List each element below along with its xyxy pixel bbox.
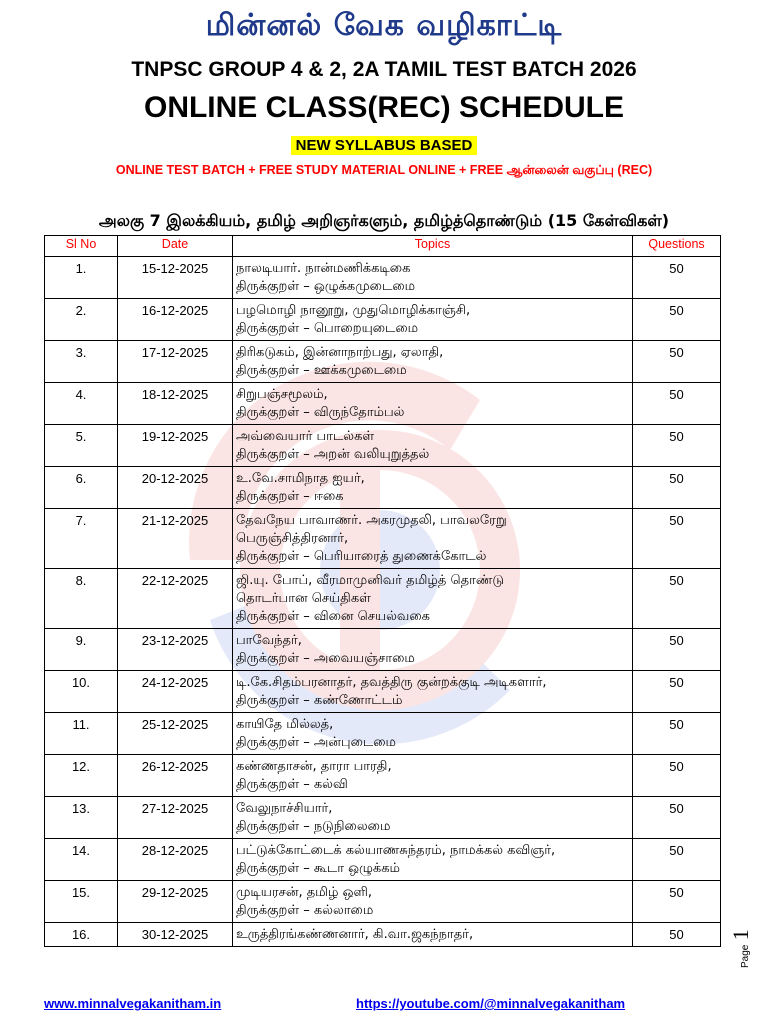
row-sl-no: 11. [45, 713, 118, 755]
row-questions: 50 [633, 341, 721, 383]
column-header-topics: Topics [233, 236, 633, 257]
table-row [45, 299, 721, 341]
topic-line: திரிகடுகம், இன்னாநாற்பது, ஏலாதி, [236, 345, 444, 360]
row-date: 28-12-2025 [118, 839, 233, 881]
row-questions: 50 [633, 629, 721, 671]
column-header-date: Date [118, 236, 233, 257]
row-sl-no: 1. [45, 257, 118, 299]
row-sl-no: 16. [45, 923, 118, 947]
row-topics [233, 881, 633, 923]
row-sl-no: 3. [45, 341, 118, 383]
row-questions: 50 [633, 713, 721, 755]
table-row [45, 881, 721, 923]
row-questions: 50 [633, 797, 721, 839]
topic-line: திருக்குறள் – அன்புடைமை [236, 735, 396, 750]
table-row [45, 509, 721, 569]
row-questions: 50 [633, 839, 721, 881]
row-questions: 50 [633, 881, 721, 923]
topic-line: திருக்குறள் – கல்வி [236, 777, 348, 792]
topic-line: உருத்திரங்கண்ணனார், கி.வா.ஜகந்நாதர், [236, 927, 474, 942]
topic-line: தேவநேய பாவாணர். அகரமுதலி, பாவலரேறு [236, 513, 507, 528]
row-date: 27-12-2025 [118, 797, 233, 839]
topic-line: முடியரசன், தமிழ் ஒளி, [236, 885, 372, 900]
topic-line: பெருஞ்சித்திரனார், [236, 531, 349, 546]
table-row [45, 713, 721, 755]
topic-line: திருக்குறள் – பெரியாரைத் துணைக்கோடல் [236, 549, 487, 564]
schedule-table [44, 235, 721, 947]
row-date: 18-12-2025 [118, 383, 233, 425]
row-date: 19-12-2025 [118, 425, 233, 467]
row-topics [233, 569, 633, 629]
row-questions: 50 [633, 671, 721, 713]
table-row [45, 257, 721, 299]
topic-line: திருக்குறள் – பொறையுடைமை [236, 321, 419, 336]
row-topics [233, 755, 633, 797]
row-topics [233, 713, 633, 755]
row-topics [233, 923, 633, 947]
topic-line: திருக்குறள் – ஈகை [236, 489, 344, 504]
badge-row [0, 136, 768, 155]
row-sl-no: 2. [45, 299, 118, 341]
batch-title: TNPSC GROUP 4 & 2, 2A TAMIL TEST BATCH 2026 [131, 58, 637, 81]
topic-line: பட்டுக்கோட்டைக் கல்யாணசுந்தரம், நாமக்கல் கவிஞர், [236, 843, 556, 858]
topic-line: திருக்குறள் – கண்ணோட்டம் [236, 693, 403, 708]
row-topics [233, 257, 633, 299]
row-topics [233, 299, 633, 341]
row-sl-no: 4. [45, 383, 118, 425]
topic-line: டி.கே.சிதம்பரனாதர், தவத்திரு குன்றக்குடி அடிகளார், [236, 675, 547, 690]
row-date: 16-12-2025 [118, 299, 233, 341]
table-row [45, 569, 721, 629]
topic-line: திருக்குறள் – வினை செயல்வகை [236, 609, 430, 624]
row-date: 30-12-2025 [118, 923, 233, 947]
row-topics [233, 629, 633, 671]
row-topics [233, 839, 633, 881]
website-link[interactable]: www.minnalvegakanitham.in [44, 996, 222, 1011]
schedule-title: ONLINE CLASS(REC) SCHEDULE [143, 91, 624, 124]
table-row [45, 467, 721, 509]
table-row [45, 629, 721, 671]
row-date: 20-12-2025 [118, 467, 233, 509]
topic-line: திருக்குறள் – ஊக்கமுடைமை [236, 363, 407, 378]
table-row [45, 341, 721, 383]
row-questions: 50 [633, 467, 721, 509]
topic-line: சிறுபஞ்சமூலம், [236, 387, 328, 402]
topic-line: காயிதே மில்லத், [236, 717, 334, 732]
topic-line: அவ்வையார் பாடல்கள் [236, 429, 375, 444]
table-row [45, 923, 721, 947]
topic-line: நாலடியார். நான்மணிக்கடிகை [236, 261, 411, 276]
row-questions: 50 [633, 383, 721, 425]
row-questions: 50 [633, 923, 721, 947]
unit-title: அலகு 7 இலக்கியம், தமிழ் அறிஞர்களும், தமிழ்த்தொண்டும் (15 கேள்விகள்) [98, 211, 670, 230]
row-questions: 50 [633, 569, 721, 629]
topic-line: திருக்குறள் – கல்லாமை [236, 903, 374, 918]
topic-line: வேலுநாச்சியார், [236, 801, 333, 816]
table-row [45, 839, 721, 881]
table-row [45, 671, 721, 713]
row-sl-no: 8. [45, 569, 118, 629]
row-sl-no: 12. [45, 755, 118, 797]
row-date: 29-12-2025 [118, 881, 233, 923]
topic-line: திருக்குறள் – கூடா ஒழுக்கம் [236, 861, 401, 876]
row-date: 15-12-2025 [118, 257, 233, 299]
row-sl-no: 14. [45, 839, 118, 881]
page-label: Page [740, 944, 751, 968]
page-number-value: 1 [728, 929, 753, 941]
row-sl-no: 6. [45, 467, 118, 509]
table-row [45, 755, 721, 797]
row-sl-no: 10. [45, 671, 118, 713]
row-date: 22-12-2025 [118, 569, 233, 629]
row-date: 25-12-2025 [118, 713, 233, 755]
topic-line: திருக்குறள் – விருந்தோம்பல் [236, 405, 405, 420]
row-topics [233, 425, 633, 467]
column-header-questions: Questions [633, 236, 721, 257]
topic-line: கண்ணதாசன், தாரா பாரதி, [236, 759, 392, 774]
page-number [728, 928, 768, 968]
row-topics [233, 797, 633, 839]
brand-title: மின்னல் வேக வழிகாட்டி [205, 8, 563, 43]
row-sl-no: 13. [45, 797, 118, 839]
row-date: 17-12-2025 [118, 341, 233, 383]
table-row [45, 797, 721, 839]
row-questions: 50 [633, 755, 721, 797]
row-date: 26-12-2025 [118, 755, 233, 797]
topic-line: உ.வே.சாமிநாத ஐயர், [236, 471, 365, 486]
row-sl-no: 7. [45, 509, 118, 569]
row-date: 21-12-2025 [118, 509, 233, 569]
topic-line: திருக்குறள் – அறன் வலியுறுத்தல் [236, 447, 430, 462]
youtube-link[interactable]: https://youtube.com/@minnalvegakanitham [356, 996, 626, 1011]
row-sl-no: 5. [45, 425, 118, 467]
topic-line: ஜி.யு. போப், வீரமாமுனிவர் தமிழ்த் தொண்டு [236, 573, 505, 588]
table-row [45, 383, 721, 425]
row-questions: 50 [633, 257, 721, 299]
row-topics [233, 671, 633, 713]
topic-line: திருக்குறள் – நடுநிலைமை [236, 819, 391, 834]
row-questions: 50 [633, 509, 721, 569]
row-topics [233, 383, 633, 425]
topic-line: பழமொழி நானூறு, முதுமொழிக்காஞ்சி, [236, 303, 471, 318]
topic-line: தொடர்பான செய்திகள் [236, 591, 371, 606]
table-row [45, 425, 721, 467]
tagline: ONLINE TEST BATCH + FREE STUDY MATERIAL ONLINE + FREE ஆன்லைன் வகுப்பு (REC) [115, 163, 653, 177]
column-header-sl: Sl No [45, 236, 118, 257]
topic-line: திருக்குறள் – அவையஞ்சாமை [236, 651, 415, 666]
row-questions: 50 [633, 425, 721, 467]
table-header-row [45, 236, 721, 257]
table-body [45, 257, 721, 947]
row-sl-no: 9. [45, 629, 118, 671]
syllabus-badge: NEW SYLLABUS BASED [291, 136, 478, 155]
topic-line: பாவேந்தர், [236, 633, 302, 648]
row-topics [233, 341, 633, 383]
row-topics [233, 467, 633, 509]
row-date: 23-12-2025 [118, 629, 233, 671]
row-date: 24-12-2025 [118, 671, 233, 713]
row-questions: 50 [633, 299, 721, 341]
topic-line: திருக்குறள் – ஒழுக்கமுடைமை [236, 279, 416, 294]
row-topics [233, 509, 633, 569]
row-sl-no: 15. [45, 881, 118, 923]
